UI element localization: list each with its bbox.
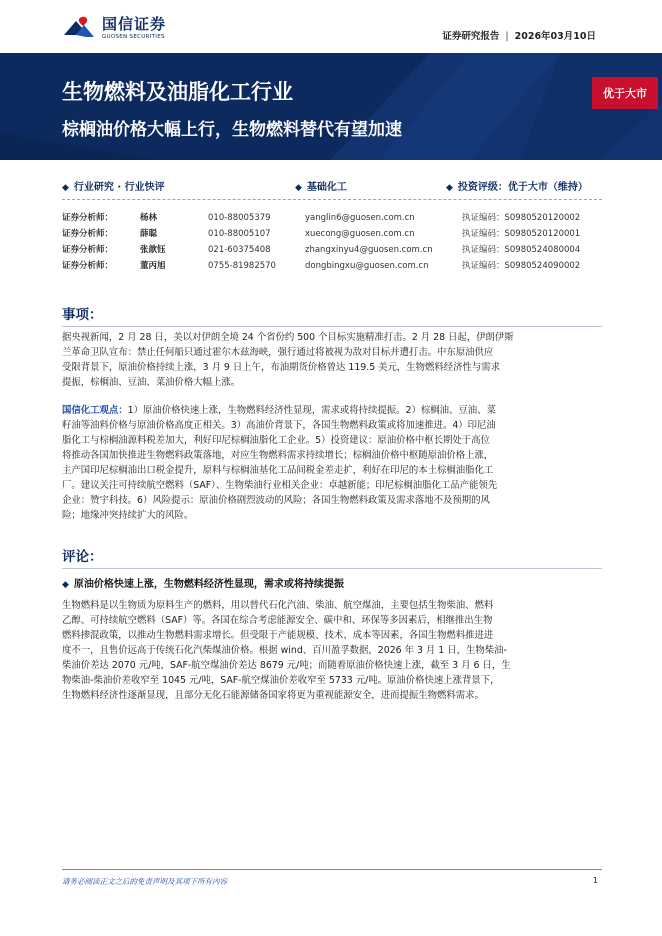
tag-rating [446, 178, 588, 193]
analyst-row [62, 242, 602, 258]
paragraph-line: 柴油价差达 2070 元/吨，SAF-航空煤油价差达 8679 元/吨；而随着原油价格快速上涨，截至 3 月 6 日，生 [62, 660, 511, 671]
analyst-cert: 执证编码：S0980524090002 [462, 261, 581, 271]
analyst-cert: 执证编码：S0980520120002 [462, 213, 581, 223]
analyst-name: 董丙旭 [140, 261, 166, 271]
analyst-table [62, 210, 602, 274]
tags-divider [62, 199, 602, 200]
paragraph-line: 度不一，且售价远高于传统石化汽柴煤油价格。根据 wind、百川盈孚数据，2026 年 3 月 1 日，生物柴油- [62, 645, 507, 656]
comment-title: 评论： [62, 549, 103, 565]
logo-chinese: 国信证券 [102, 15, 167, 34]
diamond-icon: ◆ [62, 580, 69, 590]
paragraph-line: 险；地缘冲突持续扩大的风险。 [62, 510, 194, 521]
analyst-row [62, 226, 602, 242]
analyst-email: dongbingxu@guosen.com.cn [305, 261, 429, 271]
analyst-name: 薛聪 [140, 229, 158, 239]
paragraph-line: 脂化工与棕榈油源料税差加大，利好印尼棕榈油脂化工企业。5）投资建议：原油价格中枢长期处于高位 [62, 435, 490, 446]
tag-research-label: 行业研究 · 行业快评 [73, 182, 165, 193]
tag-sector-label: 基础化工 [306, 182, 347, 193]
logo-english: GUOSEN SECURITIES [102, 34, 165, 41]
title-banner [0, 53, 662, 160]
section-divider [62, 568, 602, 569]
analyst-name: 张歆钰 [140, 245, 166, 255]
page-header [0, 0, 662, 52]
section-divider [62, 326, 602, 327]
analyst-email: yanglin6@guosen.com.cn [305, 213, 415, 223]
events-heading [62, 303, 602, 327]
events-paragraph [62, 330, 602, 390]
paragraph-line: 籽油等油料价格与原油价格高度正相关。3）高油价背景下，各国生物燃料政策或将加速推进。4）印尼油 [62, 420, 496, 431]
paragraph-line: 将推动各国加快推进生物燃料政策落地，对应生物燃料需求持续增长；棕榈油价格中枢随原油价格上涨， [62, 450, 494, 461]
guosen-logo [62, 15, 166, 43]
tag-rating-label: 投资评级：优于大市（维持） [457, 182, 588, 193]
page-footer [62, 869, 602, 886]
analyst-phone: 0755-81982570 [208, 261, 276, 271]
paragraph-line: 受限背景下，原油价格持续上涨，3 月 9 日上午，布油期货价格曾达 119.5 美元，生物燃料经济性与需求 [62, 362, 501, 373]
views-paragraph [62, 403, 602, 523]
tag-sector [295, 178, 347, 193]
analyst-email: zhangxinyu4@guosen.com.cn [305, 245, 433, 255]
page-number: 1 [592, 876, 598, 885]
paragraph-line: 生物燃料是以生物质为原料生产的燃料，用以替代石化汽油、柴油、航空煤油，主要包括生物柴油、燃料 [62, 600, 494, 611]
comment-heading [62, 545, 602, 569]
diamond-icon: ◆ [62, 183, 69, 193]
footer-disclaimer: 请务必阅读正文之后的免责声明及其项下所有内容 [62, 877, 227, 886]
tag-research [62, 178, 165, 193]
paragraph-line: 生物燃料经济性逐渐显现，且部分无化石能源储备国家将更为重视能源安全，进而提振生物燃料需求。 [62, 690, 484, 701]
analyst-label: 证券分析师： [62, 213, 114, 223]
analyst-name: 杨林 [140, 213, 158, 223]
report-meta [442, 28, 596, 42]
analyst-phone: 010-88005379 [208, 213, 271, 223]
diamond-icon: ◆ [446, 183, 453, 193]
analyst-label: 证券分析师： [62, 245, 114, 255]
analyst-cert: 执证编码：S0980520120001 [462, 229, 581, 239]
diamond-icon: ◆ [295, 183, 302, 193]
comment-bullet-text: 原油价格快速上涨，生物燃料经济性显现，需求或将持续提振 [73, 579, 344, 590]
comment-paragraph [62, 598, 602, 703]
footer-divider [62, 869, 602, 870]
events-title: 事项： [62, 307, 103, 323]
paragraph-line: 兰革命卫队宣布：禁止任何船只通过霍尔木兹海峡，强行通过将被视为敌对目标并遭打击。中东原油供应 [62, 347, 494, 358]
paragraph-line: 主产国印尼棕榈油出口税金提升，原料与棕榈油基化工品间税金差走扩，利好在印尼的本土棕榈油脂化工 [62, 465, 494, 476]
report-title: 生物燃料及油脂化工行业 [62, 80, 293, 104]
analyst-label: 证券分析师： [62, 229, 114, 239]
banner-decoration [0, 53, 662, 160]
analyst-cert: 执证编码：S0980524080004 [462, 245, 581, 255]
views-lead: 国信化工观点： [62, 405, 128, 416]
paragraph-line: 燃料掺混政策，以推动生物燃料需求增长。但受限于产能规模、技术、成本等因素，各国生物燃料推进进 [62, 630, 494, 641]
meta-separator: | [505, 31, 509, 42]
report-type: 证券研究报告 [442, 31, 500, 42]
analyst-row [62, 210, 602, 226]
guosen-logo-mark-icon [62, 15, 96, 43]
paragraph-line [62, 403, 602, 418]
analyst-phone: 010-88005107 [208, 229, 271, 239]
analyst-phone: 021-60375408 [208, 245, 271, 255]
paragraph-line: 乙醇、可持续航空燃料（SAF）等。各国在综合考虑能源安全、碳中和、环保等多因素后，相继推出生物 [62, 615, 493, 626]
paragraph-line: 厂。建议关注可持续航空燃料（SAF）、生物柴油行业相关企业：卓越新能；印尼棕榈油脂化工品产能领先 [62, 480, 498, 491]
paragraph-line: 企业：赞宇科技。6）风险提示：原油价格剧烈波动的风险；各国生物燃料政策及需求落地不及预期的风 [62, 495, 490, 506]
report-subtitle: 棕榈油价格大幅上行，生物燃料替代有望加速 [62, 120, 402, 140]
analyst-email: xuecong@guosen.com.cn [305, 229, 415, 239]
views-first-line: 1）原油价格快速上涨，生物燃料经济性显现，需求或将持续提振。2）棕榈油、豆油、菜 [127, 405, 496, 416]
report-tags [62, 178, 602, 194]
analyst-row [62, 258, 602, 274]
analyst-label: 证券分析师： [62, 261, 114, 271]
comment-bullet [62, 575, 602, 590]
paragraph-line: 提振，棕榈油、豆油、菜油价格大幅上涨。 [62, 377, 241, 388]
rating-badge: 优于大市 [592, 77, 658, 109]
report-date: 2026年03月10日 [514, 31, 596, 42]
paragraph-line: 据央视新闻，2 月 28 日，美以对伊朗全境 24 个省份约 500 个目标实施精准打击。2 月 28 日起，伊朗伊斯 [62, 332, 514, 343]
paragraph-line: 物柴油-柴油价差收窄至 1045 元/吨，SAF-航空煤油价差收窄至 5733 元/吨。原油价格快速上涨背景下， [62, 675, 500, 686]
